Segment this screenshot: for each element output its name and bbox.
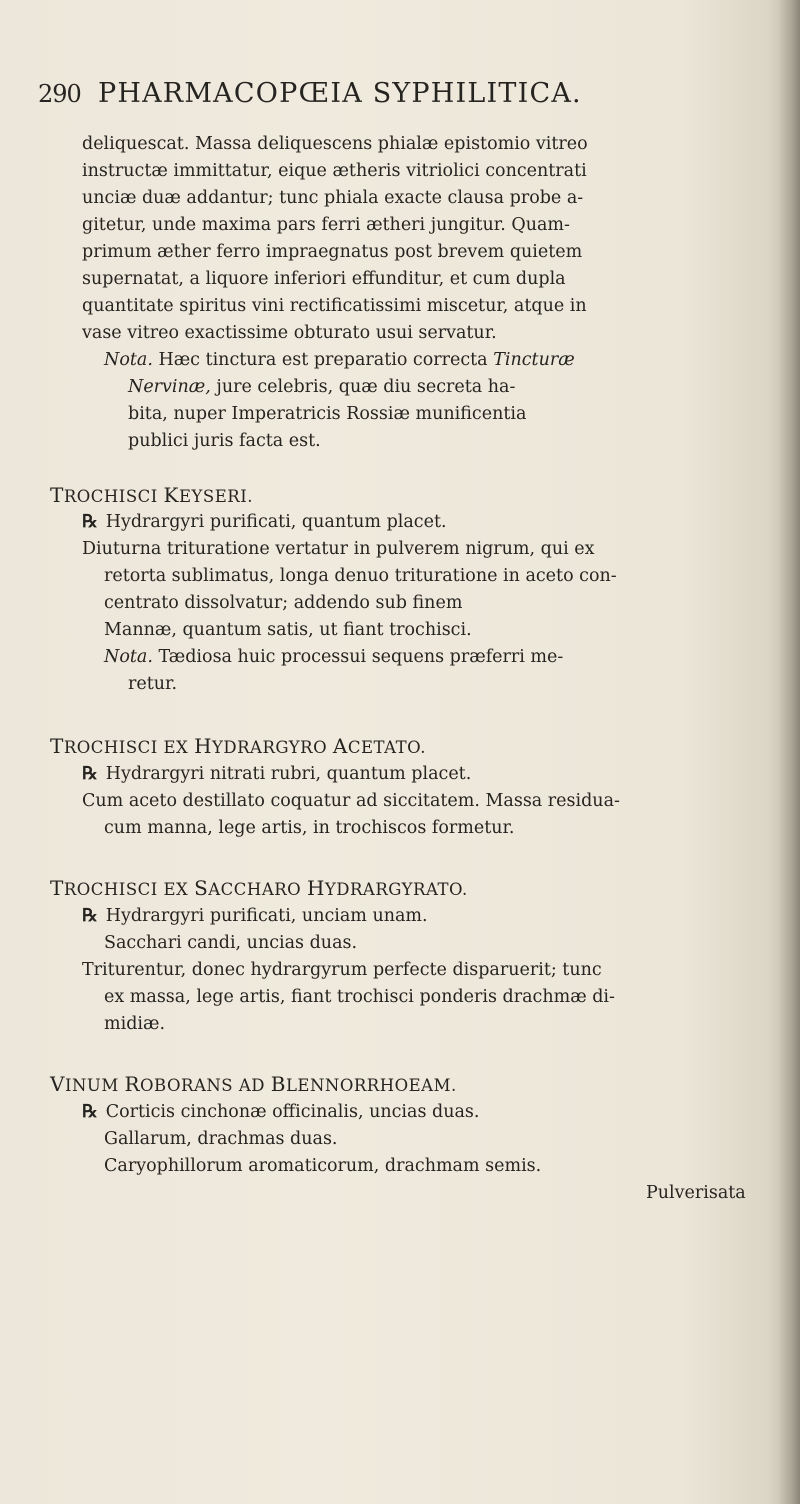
- section-heading: [50, 876, 468, 900]
- nota-text: Hæc tinctura est preparatio correcta: [158, 350, 488, 370]
- nota-line: [128, 375, 515, 399]
- catchword: Pulverisata: [646, 1183, 746, 1203]
- nota-line: publici juris facta est.: [128, 431, 321, 451]
- heading-small-caps: INUM: [64, 1076, 125, 1095]
- nota-text: Tædiosa huic processui sequens præferri me-: [158, 647, 564, 667]
- text-line: Diuturna trituratione vertatur in pulverem nigrum, qui ex: [82, 539, 595, 559]
- page-header: [38, 78, 758, 118]
- text-line: cum manna, lege artis, in trochiscos formetur.: [104, 818, 515, 838]
- heading-initial: B: [270, 1072, 286, 1096]
- page-edge-shadow: [778, 0, 800, 1504]
- heading-small-caps: EYSERI.: [178, 487, 253, 506]
- heading-initial: S: [194, 876, 209, 900]
- page-number: 290: [38, 80, 81, 108]
- heading-initial: V: [50, 1072, 65, 1096]
- section-heading: [50, 483, 253, 507]
- heading-small-caps: YDRARGYRO: [212, 738, 333, 757]
- nota-line: [104, 645, 563, 669]
- recipe-line: [82, 510, 447, 534]
- heading-small-caps: LENNORRHOEAM.: [285, 1076, 457, 1095]
- recipe-text: Hydrargyri nitrati rubri, quantum placet.: [105, 764, 472, 784]
- section-heading: [50, 734, 426, 758]
- heading-small-caps: ROCHISCI EX: [63, 738, 195, 757]
- text-line: ex massa, lege artis, fiant trochisci ponderis drachmæ di-: [104, 987, 615, 1007]
- heading-initial: H: [194, 734, 213, 758]
- recipe-line: [82, 1100, 479, 1124]
- heading-initial: T: [50, 734, 64, 758]
- rx-symbol: ℞: [82, 764, 98, 784]
- rx-symbol: ℞: [82, 906, 98, 926]
- recipe-text: Corticis cinchonæ officinalis, uncias duas.: [105, 1102, 480, 1122]
- heading-small-caps: ACCHARO: [208, 880, 307, 899]
- text-line: Gallarum, drachmas duas.: [104, 1129, 338, 1149]
- text-line: deliquescat. Massa deliquescens phialæ epistomio vitreo: [82, 134, 588, 154]
- nota-italic-term: Nervinæ,: [128, 377, 211, 397]
- heading-small-caps: YDRARGYRATO.: [324, 880, 468, 899]
- heading-initial: T: [50, 483, 64, 507]
- heading-initial: T: [50, 876, 64, 900]
- heading-initial: R: [124, 1072, 141, 1096]
- text-line: centrato dissolvatur; addendo sub finem: [104, 593, 463, 613]
- nota-line: retur.: [128, 674, 178, 694]
- text-line: unciæ duæ addantur; tunc phiala exacte clausa probe a-: [82, 188, 584, 208]
- rx-symbol: ℞: [82, 512, 98, 532]
- rx-symbol: ℞: [82, 1102, 98, 1122]
- heading-small-caps: CETATO.: [347, 738, 426, 757]
- text-line: Mannæ, quantum satis, ut fiant trochisci.: [104, 620, 472, 640]
- text-line: midiæ.: [104, 1014, 166, 1034]
- recipe-text: Hydrargyri purificati, quantum placet.: [105, 512, 447, 532]
- nota-label: Nota.: [104, 350, 153, 370]
- nota-text: jure celebris, quæ diu secreta ha-: [216, 377, 516, 397]
- section-heading: [50, 1072, 457, 1096]
- heading-initial: A: [332, 734, 348, 758]
- nota-line: [104, 348, 575, 372]
- nota-line: bita, nuper Imperatricis Rossiæ munificentia: [128, 404, 527, 424]
- heading-initial: H: [306, 876, 325, 900]
- text-line: supernatat, a liquore inferiori effunditur, et cum dupla: [82, 269, 566, 289]
- text-line: Caryophillorum aromaticorum, drachmam semis.: [104, 1156, 542, 1176]
- text-line: retorta sublimatus, longa denuo trituratione in aceto con-: [104, 566, 617, 586]
- heading-initial: K: [163, 483, 179, 507]
- heading-small-caps: ROCHISCI: [63, 487, 164, 506]
- text-line: vase vitreo exactissime obturato usui servatur.: [82, 323, 497, 343]
- text-line: Sacchari candi, uncias duas.: [104, 933, 358, 953]
- heading-small-caps: ROCHISCI EX: [63, 880, 195, 899]
- recipe-line: [82, 904, 428, 928]
- recipe-text: Hydrargyri purificati, unciam unam.: [105, 906, 428, 926]
- heading-small-caps: OBORANS AD: [140, 1076, 271, 1095]
- recipe-line: [82, 762, 471, 786]
- text-line: gitetur, unde maxima pars ferri ætheri jungitur. Quam-: [82, 215, 570, 235]
- text-line: quantitate spiritus vini rectificatissimi miscetur, atque in: [82, 296, 587, 316]
- text-line: Cum aceto destillato coquatur ad siccitatem. Massa residua-: [82, 791, 620, 811]
- text-line: instructæ immittatur, eique ætheris vitriolici concentrati: [82, 161, 587, 181]
- text-line: Triturentur, donec hydrargyrum perfecte disparuerit; tunc: [82, 960, 602, 980]
- text-line: primum æther ferro impraegnatus post brevem quietem: [82, 242, 583, 262]
- nota-label: Nota.: [104, 647, 153, 667]
- running-title: PHARMACOPŒIA SYPHILITICA.: [98, 78, 582, 109]
- nota-italic-term: Tincturæ: [493, 350, 575, 370]
